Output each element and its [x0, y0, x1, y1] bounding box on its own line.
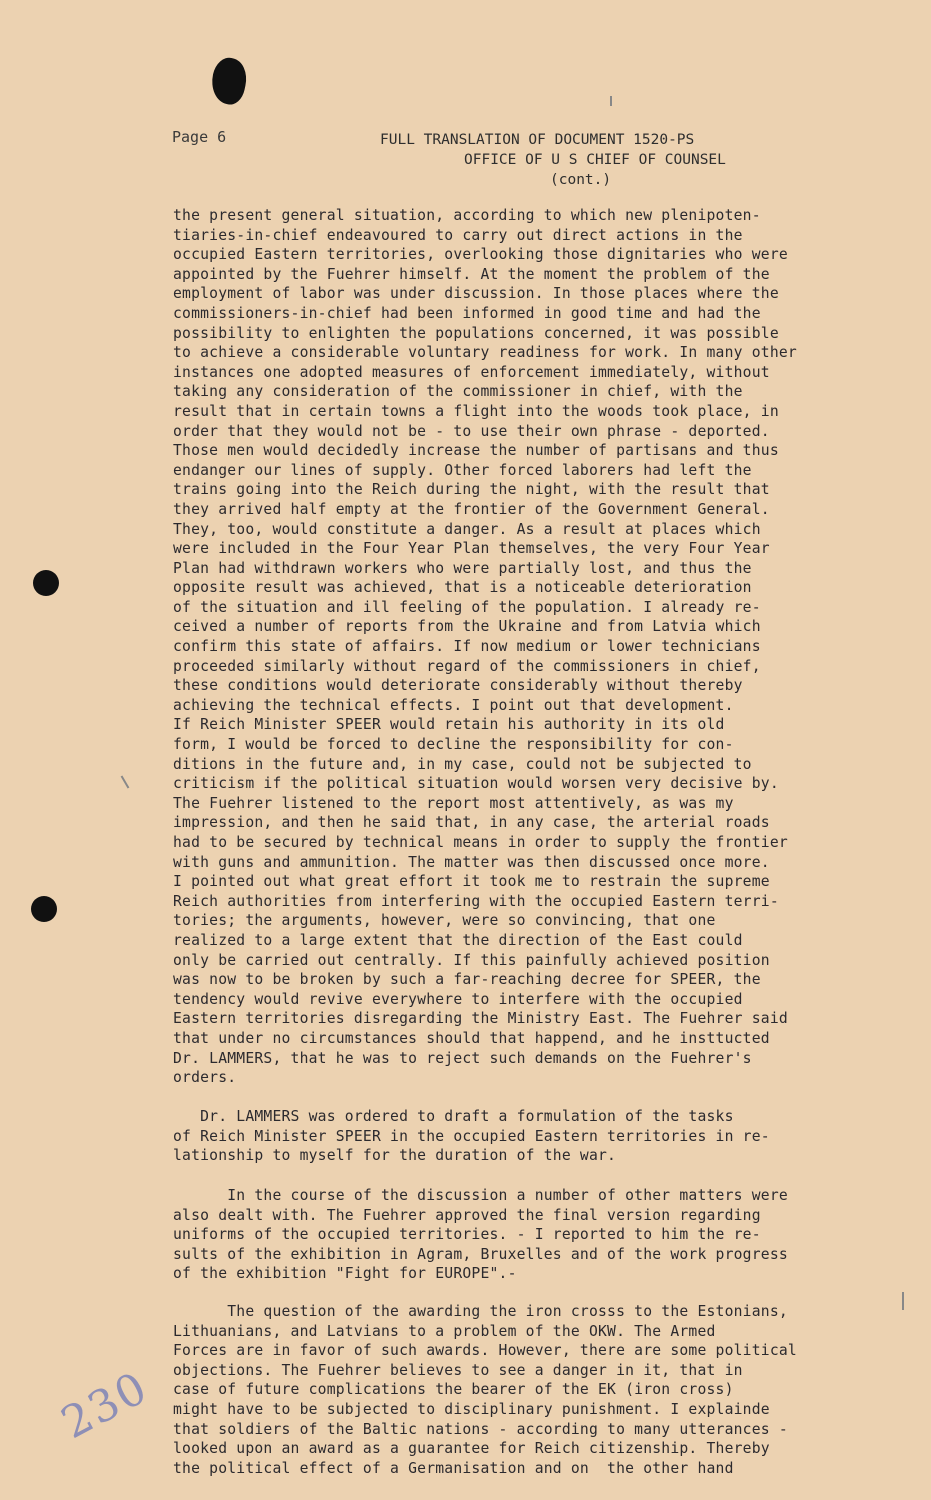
text-line: ditions in the future and, in my case, could not be subjected to — [173, 755, 752, 773]
text-line: tiaries-in-chief endeavoured to carry out direct actions in the — [173, 226, 743, 244]
text-line: lationship to myself for the duration of the war. — [173, 1147, 617, 1165]
body-paragraph-2 — [173, 1107, 853, 1166]
stray-mark — [610, 96, 612, 106]
text-line: Those men would decidedly increase the number of partisans and thus — [173, 442, 779, 460]
text-line: Reich authorities from interfering with the occupied Eastern terri- — [173, 892, 779, 910]
text-line: of Reich Minister SPEER in the occupied Eastern territories in re- — [173, 1127, 770, 1145]
body-paragraph-3 — [173, 1186, 853, 1284]
text-line: objections. The Fuehrer believes to see a danger in it, that in — [173, 1361, 743, 1379]
text-line: these conditions would deteriorate considerably without thereby — [173, 677, 743, 695]
text-line: endanger our lines of supply. Other forced laborers had left the — [173, 461, 752, 479]
text-line: In the course of the discussion a number of other matters were — [173, 1187, 788, 1204]
text-line: Forces are in favor of such awards. However, there are some political — [173, 1342, 797, 1360]
text-line: Dr. LAMMERS was ordered to draft a formulation of the tasks — [173, 1108, 734, 1125]
text-line: result that in certain towns a flight into the woods took place, in — [173, 402, 779, 420]
text-line: tendency would revive everywhere to interfere with the occupied — [173, 990, 743, 1008]
header-title: FULL TRANSLATION OF DOCUMENT 1520-PS — [380, 132, 695, 148]
text-line: looked upon an award as a guarantee for Reich citizenship. Thereby — [173, 1440, 770, 1458]
body-paragraph-4 — [173, 1302, 853, 1478]
text-line: of the exhibition "Fight for EUROPE".- — [173, 1265, 517, 1283]
text-line: I pointed out what great effort it took me to restrain the supreme — [173, 873, 770, 891]
stray-mark — [121, 775, 130, 788]
text-line: confirm this state of affairs. If now medium or lower technicians — [173, 638, 761, 656]
text-line: case of future complications the bearer of the EK (iron cross) — [173, 1381, 734, 1399]
text-line: opposite result was achieved, that is a noticeable deterioration — [173, 579, 752, 597]
text-line: Plan had withdrawn workers who were partially lost, and thus the — [173, 559, 752, 577]
ink-blot — [208, 55, 251, 107]
text-line: commissioners-in-chief had been informed in good time and had the — [173, 304, 761, 322]
text-line: Eastern territories disregarding the Ministry East. The Fuehrer said — [173, 1010, 788, 1028]
text-line: instances one adopted measures of enforcement immediately, without — [173, 363, 770, 381]
text-line: criticism if the political situation would worsen very decisive by. — [173, 775, 779, 793]
text-line: they arrived half empty at the frontier of the Government General. — [173, 500, 770, 518]
text-line: impression, and then he said that, in any case, the arterial roads — [173, 814, 770, 832]
header-office: OFFICE OF U S CHIEF OF COUNSEL — [464, 152, 726, 168]
text-line: sults of the exhibition in Agram, Bruxelles and of the work progress — [173, 1245, 788, 1263]
document-header — [380, 130, 820, 190]
text-line: also dealt with. The Fuehrer approved the final version regarding — [173, 1206, 761, 1224]
text-line: trains going into the Reich during the night, with the result that — [173, 481, 770, 499]
text-line: to achieve a considerable voluntary readiness for work. In many other — [173, 344, 797, 362]
punch-hole-upper — [33, 570, 59, 596]
text-line: that soldiers of the Baltic nations - according to many utterances - — [173, 1420, 788, 1438]
page-number: Page 6 — [172, 128, 227, 146]
text-line: realized to a large extent that the direction of the East could — [173, 931, 743, 949]
text-line: If Reich Minister SPEER would retain his authority in its old — [173, 716, 725, 734]
text-line: orders. — [173, 1069, 237, 1087]
text-line: the political effect of a Germanisation and on the other hand — [173, 1459, 734, 1477]
text-line: the present general situation, according to which new plenipoten- — [173, 207, 761, 224]
text-line: occupied Eastern territories, overlooking those dignitaries who were — [173, 246, 788, 264]
text-line: that under no circumstances should that happend, and he insttucted — [173, 1029, 770, 1047]
text-line: The Fuehrer listened to the report most attentively, as was my — [173, 794, 734, 812]
stray-mark — [902, 1292, 904, 1310]
text-line: Dr. LAMMERS, that he was to reject such demands on the Fuehrer's — [173, 1049, 752, 1067]
text-line: possibility to enlighten the populations concerned, it was possible — [173, 324, 779, 342]
text-line: form, I would be forced to decline the responsibility for con- — [173, 736, 734, 754]
body-paragraph-1 — [173, 206, 853, 1088]
text-line: Lithuanians, and Latvians to a problem of the OKW. The Armed — [173, 1322, 716, 1340]
text-line: appointed by the Fuehrer himself. At the moment the problem of the — [173, 265, 770, 283]
text-line: only be carried out centrally. If this painfully achieved position — [173, 951, 770, 969]
text-line: had to be secured by technical means in order to supply the frontier — [173, 834, 788, 851]
handwritten-page-number: 230 — [53, 1361, 157, 1450]
text-line: taking any consideration of the commissioner in chief, with the — [173, 383, 743, 401]
text-line: achieving the technical effects. I point out that development. — [173, 696, 734, 714]
text-line: of the situation and ill feeling of the population. I already re- — [173, 598, 761, 616]
text-line: might have to be subjected to disciplinary punishment. I explainde — [173, 1400, 770, 1418]
punch-hole-lower — [31, 896, 57, 922]
text-line: tories; the arguments, however, were so convincing, that one — [173, 912, 716, 930]
text-line: were included in the Four Year Plan themselves, the very Four Year — [173, 540, 770, 558]
text-line: order that they would not be - to use their own phrase - deported. — [173, 422, 770, 440]
header-cont: (cont.) — [550, 172, 612, 188]
text-line: ceived a number of reports from the Ukraine and from Latvia which — [173, 618, 761, 636]
text-line: The question of the awarding the iron crosss to the Estonians, — [173, 1303, 788, 1320]
text-line: was now to be broken by such a far-reaching decree for SPEER, the — [173, 971, 761, 989]
text-line: with guns and ammunition. The matter was then discussed once more. — [173, 853, 770, 871]
text-line: proceeded similarly without regard of the commissioners in chief, — [173, 657, 761, 675]
text-line: uniforms of the occupied territories. - I reported to him the re- — [173, 1226, 761, 1244]
text-line: employment of labor was under discussion. In those places where the — [173, 285, 779, 303]
text-line: They, too, would constitute a danger. As a result at places which — [173, 520, 761, 538]
